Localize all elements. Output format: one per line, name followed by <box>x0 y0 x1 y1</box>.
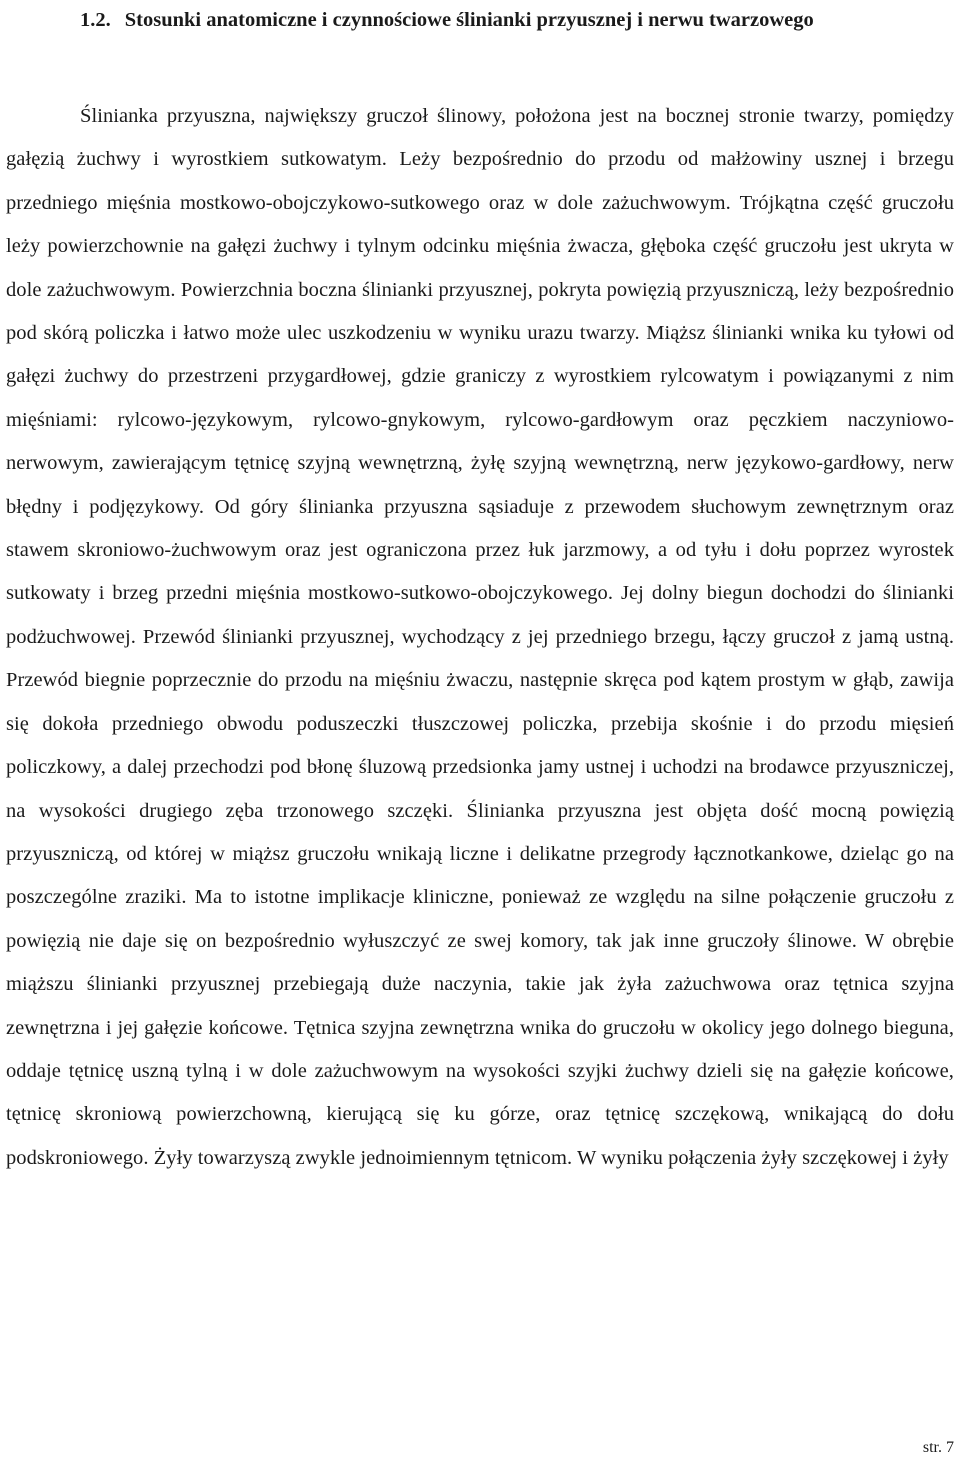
section-heading <box>6 0 954 40</box>
section-number: 1.2. <box>80 9 111 31</box>
body-paragraph: Ślinianka przyuszna, największy gruczoł ślinowy, położona jest na bocznej stronie twarzy, pomiędzy gałęzią żuchwy i wyrostkiem sutkowatym. Leży bezpośrednio do przodu od małżowiny usznej i brzegu przedniego mięśnia mostkowo-obojczykowo-sutkowego oraz w dole zażuchwowym. Trójkątna część gruczołu leży powierzchownie na gałęzi żuchwy i tylnym odcinku mięśnia żwacza, głęboka część gruczołu jest ukryta w dole zażuchwowym. Powierzchnia boczna ślinianki przyusznej, pokryta powięzią przyuszniczą, leży bezpośrednio pod skórą policzka i łatwo może ulec uszkodzeniu w wyniku urazu twarzy. Miąższ ślinianki wnika ku tyłowi od gałęzi żuchwy do przestrzeni przygardłowej, gdzie graniczy z wyrostkiem rylcowatym i powiązanymi z nim mięśniami: rylcowo-językowym, rylcowo-gnykowym, rylcowo-gardłowym oraz pęczkiem naczyniowo-nerwowym, zawierającym tętnicę szyjną wewnętrzną, żyłę szyjną wewnętrzną, nerw językowo-gardłowy, nerw błędny i podjęzykowy. Od góry ślinianka przyuszna sąsiaduje z przewodem słuchowym zewnętrznym oraz stawem skroniowo-żuchwowym oraz jest ograniczona przez łuk jarzmowy, a od tyłu i dołu poprzez wyrostek sutkowaty i brzeg przedni mięśnia mostkowo-sutkowo-obojczykowego. Jej dolny biegun dochodzi do ślinianki podżuchwowej. Przewód ślinianki przyusznej, wychodzący z jej przedniego brzegu, łączy gruczoł z jamą ustną. Przewód biegnie poprzecznie do przodu na mięśniu żwaczu, następnie skręca pod kątem prostym w głąb, zawija się dokoła przedniego obwodu poduszeczki tłuszczowej policzka, przebija skośnie i do przodu mięsień policzkowy, a dalej przechodzi pod błonę śluzową przedsionka jamy ustnej i uchodzi na brodawce przyuszniczej, na wysokości drugiego zęba trzonowego szczęki. Ślinianka przyuszna jest objęta dość mocną powięzią przyuszniczą, od której w miąższ gruczołu wnikają liczne i delikatne przegrody łącznotkankowe, dzieląc go na poszczególne zraziki. Ma to istotne implikacje kliniczne, ponieważ ze względu na silne połączenie gruczołu z powięzią nie daje się on bezpośrednio wyłuszczyć ze swej komory, tak jak inne gruczoły ślinowe. W obrębie miąższu ślinianki przyusznej przebiegają duże naczynia, takie jak żyła zażuchwowa oraz tętnica szyjna zewnętrzna i jej gałęzie końcowe. Tętnica szyjna zewnętrzna wnika do gruczołu w okolicy jego dolnego bieguna, oddaje tętnicę uszną tylną i w dole zażuchwowym na wysokości szyjki żuchwy dzieli się na gałęzie końcowe, tętnicę skroniową powierzchowną, kierującą się ku górze, oraz tętnicę szczękową, wnikającą do dołu podskroniowego. Żyły towarzyszą zwykle jednoimiennym tętnicom. W wyniku połączenia żyły szczękowej i żyły <box>6 105 954 1169</box>
page-number: str. 7 <box>922 1439 954 1456</box>
section-title: Stosunki anatomiczne i czynnościowe ślinianki przyusznej i nerwu twarzowego <box>124 9 814 31</box>
